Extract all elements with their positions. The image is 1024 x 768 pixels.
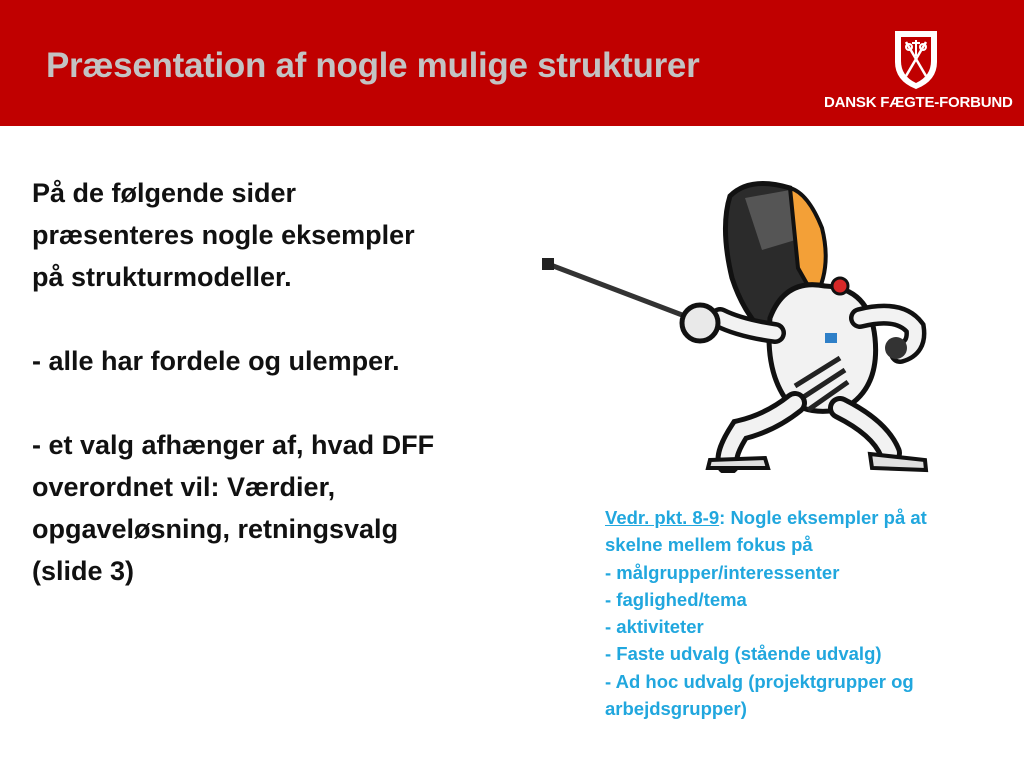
note-reference-link[interactable]: Vedr. pkt. 8-9 [605, 507, 720, 528]
note-item: - målgrupper/interessenter [605, 561, 840, 583]
fencer-illustration [540, 168, 940, 473]
intro-line: præsenteres nogle eksempler [32, 220, 415, 250]
note-item: arbejdsgrupper) [605, 698, 747, 720]
note-item: - Ad hoc udvalg (projektgrupper og [605, 670, 914, 692]
note-line: skelne mellem fokus på [605, 534, 813, 556]
note-heading [605, 504, 985, 531]
point-choice-line: (slide 3) [32, 556, 135, 586]
slide-title: Præsentation af nogle mulige strukturer [46, 46, 700, 85]
point-advantages: - alle har fordele og ulemper. [32, 346, 400, 376]
federation-logo [822, 26, 1014, 116]
fencing-crest-icon [892, 28, 940, 90]
main-text [32, 172, 502, 592]
note-heading-text: : Nogle eksempler på at [719, 507, 927, 528]
intro-line: på strukturmodeller. [32, 262, 292, 292]
point-choice-line: opgaveløsning, retningsvalg [32, 514, 399, 544]
point-choice-line: overordnet vil: Værdier, [32, 472, 336, 502]
note-box [605, 504, 985, 722]
logo-text: DANSK FÆGTE-FORBUND [824, 94, 1013, 111]
note-item: - faglighed/tema [605, 588, 747, 610]
header-bar [0, 0, 1024, 126]
point-choice-line: - et valg afhænger af, hvad DFF [32, 430, 435, 460]
intro-line: På de følgende sider [32, 178, 297, 208]
note-item: - aktiviteter [605, 616, 704, 638]
note-item: - Faste udvalg (stående udvalg) [605, 643, 882, 665]
